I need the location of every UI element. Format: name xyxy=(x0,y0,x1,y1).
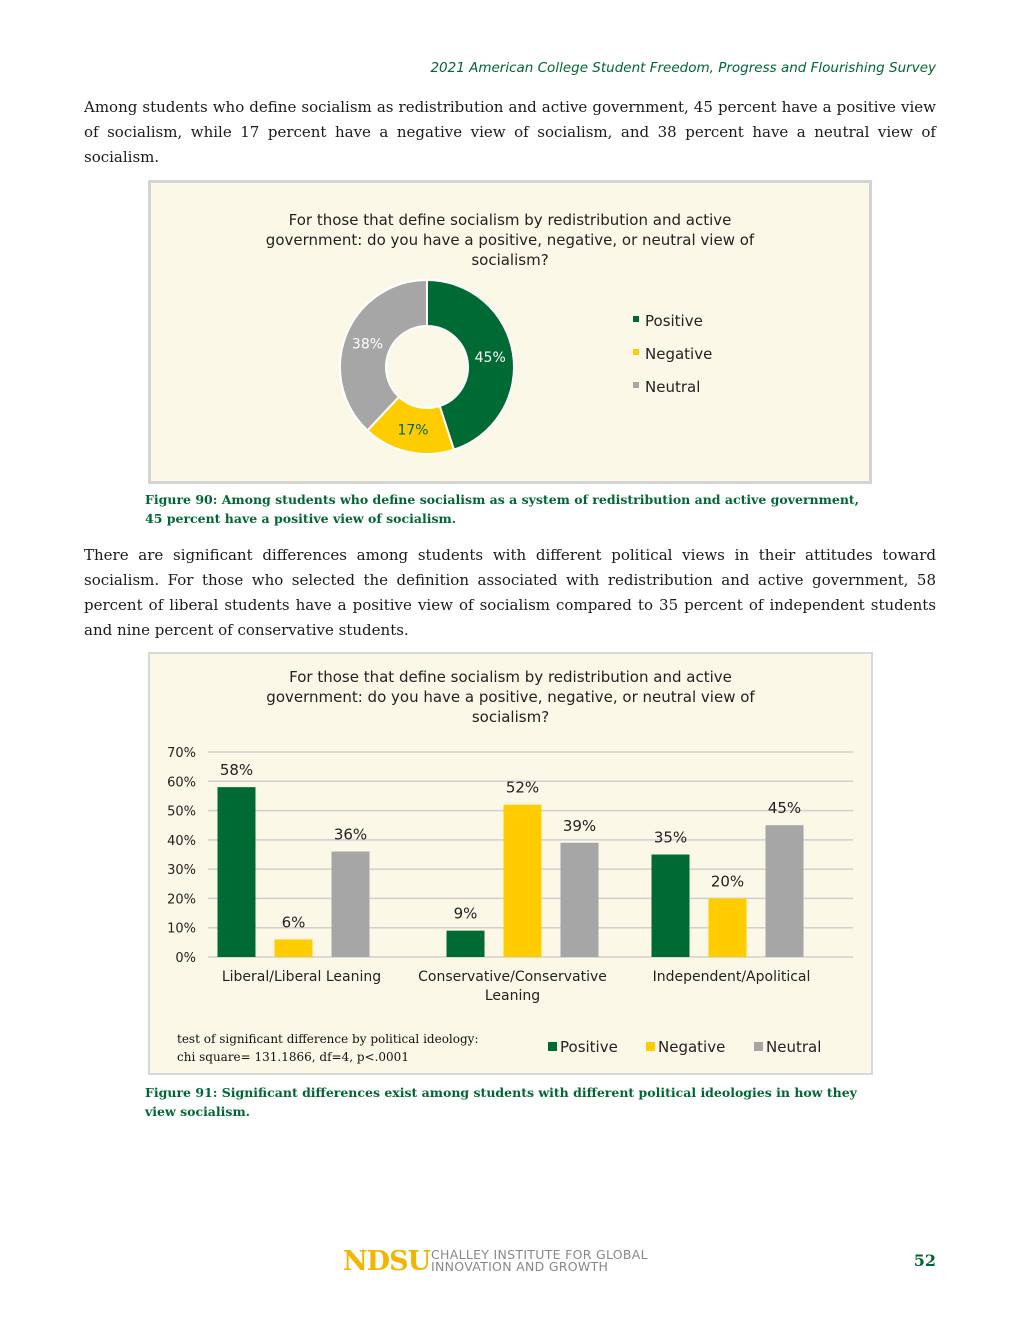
fig91-caption-line-2: view socialism. xyxy=(145,1104,251,1119)
institute-line-1: CHALLEY INSTITUTE FOR GLOBAL xyxy=(431,1247,648,1262)
donut-legend-negative: Negative xyxy=(645,345,713,363)
paragraph-political: There are significant differences among students with different political views in their attitudes toward socialism. For those who selected the definition associated with redistribution and active government, 58 percent of liberal students have a positive view of socialism compared to 35 percent of independent students and nine percent of conservative students. xyxy=(84,546,936,639)
bar-data-label: 6% xyxy=(281,913,306,932)
y-tick-label: 10% xyxy=(167,921,196,937)
bar-legend-marker-positive xyxy=(548,1042,557,1051)
figure-90-caption xyxy=(145,490,885,528)
bar-data-label: 45% xyxy=(767,799,802,818)
bar-legend-marker-negative xyxy=(646,1042,655,1051)
institute-line-2: INNOVATION AND GROWTH xyxy=(431,1259,609,1274)
donut-legend-marker-neutral xyxy=(633,382,639,388)
bar-neutral xyxy=(766,825,804,957)
y-tick-label: 60% xyxy=(167,775,196,791)
y-tick-label: 20% xyxy=(167,892,196,908)
bar-negative xyxy=(709,898,747,957)
bar-legend-neutral: Neutral xyxy=(766,1038,822,1056)
fig90-caption-line-2: 45 percent have a positive view of socialism. xyxy=(145,511,457,526)
bar-title-line-1: For those that define socialism by redistribution and active xyxy=(289,668,732,686)
bar-positive xyxy=(218,787,256,957)
page-header: 2021 American College Student Freedom, Progress and Flourishing Survey xyxy=(430,60,936,76)
donut-legend-marker-negative xyxy=(633,349,639,355)
x-category-label: Leaning xyxy=(484,988,541,1004)
donut-label-neutral: 38% xyxy=(351,336,384,353)
bar-data-label: 39% xyxy=(562,816,597,835)
institute-name xyxy=(431,1249,648,1273)
donut-title-line-1: For those that define socialism by redistribution and active xyxy=(288,211,732,229)
bar-title-line-2: government: do you have a positive, negative, or neutral view of xyxy=(266,688,755,706)
bar-legend-negative: Negative xyxy=(658,1038,726,1056)
note-line-2: chi square= 131.1866, df=4, p<.0001 xyxy=(177,1050,409,1064)
bar-data-label: 52% xyxy=(505,778,540,797)
donut-chart xyxy=(151,183,869,481)
bar-chart xyxy=(150,654,871,1073)
donut-chart-panel xyxy=(148,180,872,484)
paragraph-intro: Among students who define socialism as redistribution and active government, 45 percent have a positive view of socialism, while 17 percent have a negative view of socialism, and 38 percent have a neutral view of socialism. xyxy=(84,98,936,166)
bar-data-label: 35% xyxy=(653,828,688,847)
bar-data-label: 20% xyxy=(710,872,745,891)
y-tick-label: 70% xyxy=(167,746,196,761)
bar-chart-panel xyxy=(148,652,873,1075)
ndsu-logo: NDSU xyxy=(343,1246,431,1277)
bar-neutral xyxy=(332,852,370,957)
donut-label-negative: 17% xyxy=(397,422,429,439)
donut-legend-marker-positive xyxy=(633,316,639,322)
bar-legend-marker-neutral xyxy=(754,1042,763,1051)
bar-negative xyxy=(275,939,313,957)
donut-legend-positive: Positive xyxy=(645,312,703,330)
x-category-label: Liberal/Liberal Leaning xyxy=(221,969,382,985)
bar-data-label: 9% xyxy=(453,904,478,923)
donut-title-line-2: government: do you have a positive, negative, or neutral view of xyxy=(265,231,755,249)
bar-positive xyxy=(447,931,485,957)
y-tick-label: 0% xyxy=(175,951,196,966)
x-category-label: Conservative/Conservative xyxy=(418,969,607,985)
y-tick-label: 40% xyxy=(167,833,196,849)
bar-data-label: 36% xyxy=(333,825,368,844)
note-line-1: test of significant difference by political ideology: xyxy=(177,1032,479,1046)
y-tick-label: 30% xyxy=(167,863,196,879)
significance-note xyxy=(177,1030,479,1066)
fig91-caption-line-1: Figure 91: Significant differences exist among students with different political ideologies in how they xyxy=(145,1085,857,1100)
bar-data-label: 58% xyxy=(219,761,254,780)
bar-negative xyxy=(504,805,542,957)
page-number: 52 xyxy=(913,1251,936,1270)
donut-legend-neutral: Neutral xyxy=(645,378,701,396)
bar-positive xyxy=(652,855,690,958)
bar-legend-positive: Positive xyxy=(560,1038,618,1056)
x-category-label: Independent/Apolitical xyxy=(652,969,811,985)
bar-title-line-3: socialism? xyxy=(471,708,550,726)
donut-label-positive: 45% xyxy=(474,349,506,366)
bar-neutral xyxy=(561,843,599,957)
figure-91-caption xyxy=(145,1083,885,1121)
donut-title-line-3: socialism? xyxy=(471,251,549,269)
y-tick-label: 50% xyxy=(167,804,196,820)
fig90-caption-line-1: Figure 90: Among students who define socialism as a system of redistribution and active government, xyxy=(145,492,860,507)
